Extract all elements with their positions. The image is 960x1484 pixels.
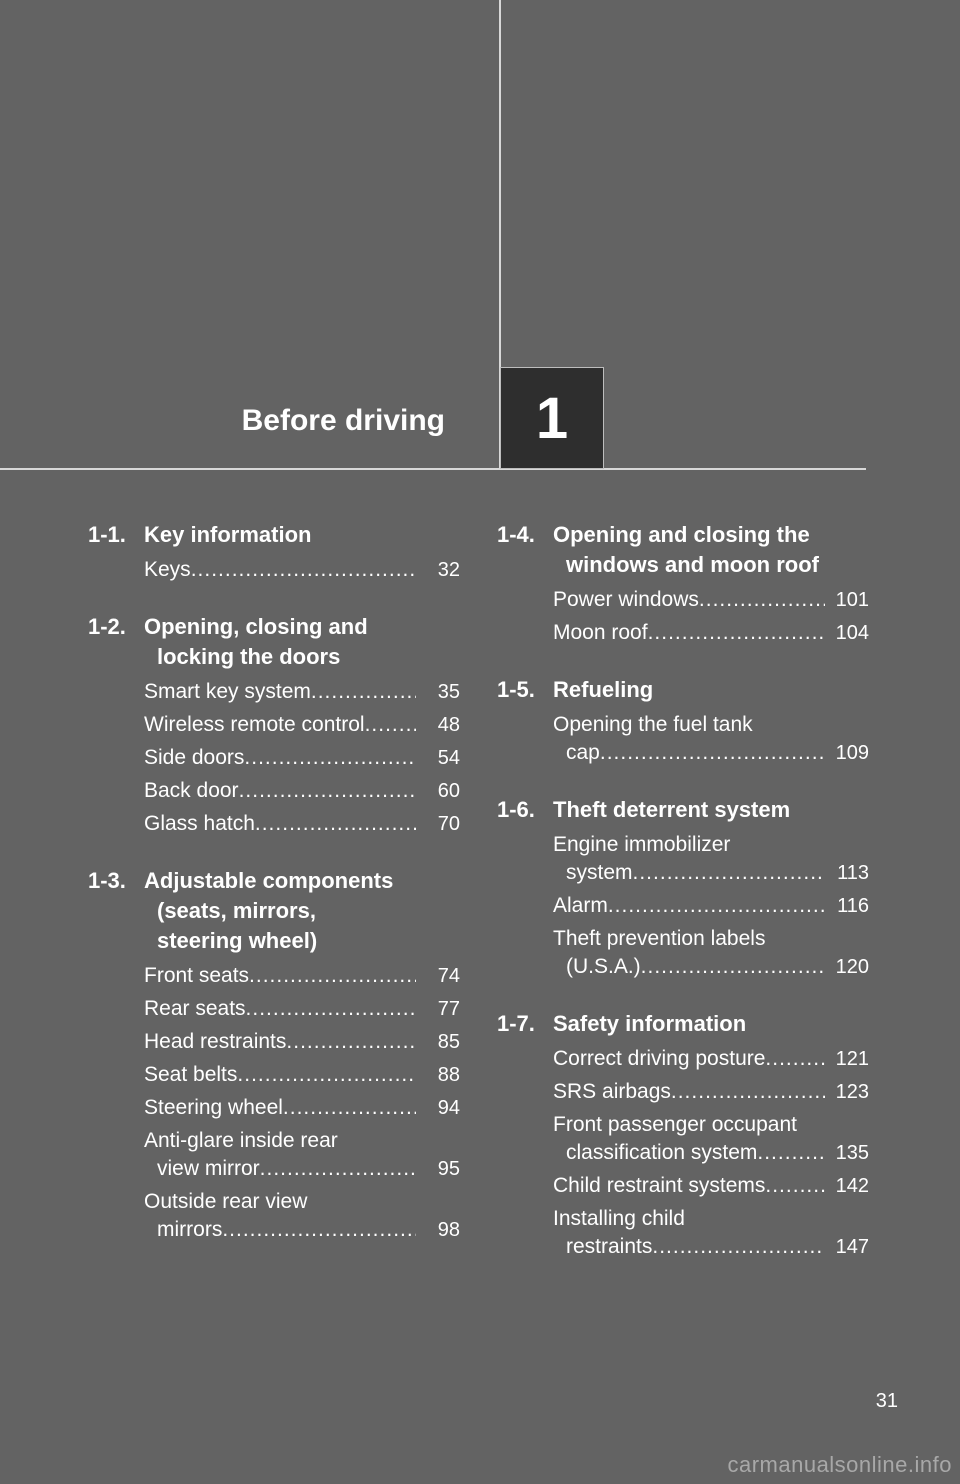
entry-text [553,925,825,981]
entry-title-line: Theft prevention labels [553,927,766,950]
entry-text [553,586,825,614]
entry-title-line: Wireless remote control [144,713,365,736]
entry-leader-row [553,1233,825,1261]
entry-title-line: restraints [566,1235,653,1258]
entry-title-line: Engine immobilizer [553,833,731,856]
dot-leader [699,586,825,614]
toc-entry-link[interactable] [144,678,460,706]
section-title [553,795,869,825]
entry-title-line: view mirror [157,1157,260,1180]
entry-text [553,1078,825,1106]
dot-leader [365,711,416,739]
toc-entry-link[interactable] [144,1127,460,1183]
entry-title-line: cap [566,741,600,764]
entry-title-line: SRS airbags [553,1080,671,1103]
toc-entry-link[interactable] [553,1172,869,1200]
entry-title-line: (U.S.A.) [566,955,641,978]
entry-title-line: Glass hatch [144,812,255,835]
entry-title-line: Side doors [144,746,245,769]
entry-leader-row [553,953,825,981]
dot-leader [191,556,416,584]
toc-entry-link[interactable] [553,1045,869,1073]
entry-leader-row [553,1139,825,1167]
entry-page-number: 121 [835,1048,869,1070]
dot-leader [757,1139,825,1167]
toc-entry-link[interactable] [144,711,460,739]
entry-text [553,1205,825,1261]
dot-leader [249,962,416,990]
entry-leader-row [553,619,825,647]
toc-entry-link[interactable] [553,586,869,614]
entry-title-line: Outside rear view [144,1190,308,1213]
entry-title-line: Moon roof [553,621,648,644]
toc-entry-link[interactable] [553,619,869,647]
entry-page-number: 77 [437,998,460,1020]
entry-title-line: Back door [144,779,239,802]
entry-text [144,1127,416,1183]
entry-title-line: Anti-glare inside rear [144,1129,338,1152]
chapter-number-box [500,367,604,469]
entry-title-line: Seat belts [144,1063,238,1086]
entry-page-number: 109 [835,742,869,764]
entry-page-number: 74 [437,965,460,987]
toc-entry-link[interactable] [144,810,460,838]
entry-page-number: 32 [437,559,460,581]
entry-title-line: Rear seats [144,997,246,1020]
dot-leader [600,739,825,767]
section-entries [88,556,460,584]
entry-text [553,1111,825,1167]
entry-page-number: 104 [835,622,869,644]
entry-text [144,678,416,706]
section-title [144,866,460,956]
toc-entry-link[interactable] [553,1078,869,1106]
entry-page-number: 101 [835,589,869,611]
dot-leader [641,953,825,981]
toc-entry-link[interactable] [144,1028,460,1056]
toc-entry-link[interactable] [553,831,869,887]
entry-page-number: 70 [437,813,460,835]
dot-leader [283,1094,416,1122]
entry-text [144,556,416,584]
dot-leader [286,1028,416,1056]
section-number: 1-4. [497,522,535,547]
dot-leader [246,995,416,1023]
entry-page-number: 88 [437,1064,460,1086]
dot-leader [652,1233,825,1261]
toc-entry-link[interactable] [144,962,460,990]
section-heading [497,1009,869,1039]
toc-right-column [497,520,869,1289]
entry-leader-row [144,1094,416,1122]
dot-leader [608,892,825,920]
entry-page-number: 94 [437,1097,460,1119]
entry-title-line: Installing child [553,1207,685,1230]
section-entries [497,711,869,767]
section-heading [88,612,460,672]
entry-title-line: Front passenger occupant [553,1113,797,1136]
section-entries [88,678,460,838]
entry-leader-row [144,678,416,706]
entry-text [144,711,416,739]
entry-text [553,711,825,767]
entry-leader-row [553,1172,825,1200]
entry-page-number: 95 [437,1158,460,1180]
entry-text [144,995,416,1023]
entry-page-number: 135 [835,1142,869,1164]
entry-page-number: 98 [437,1219,460,1241]
entry-title-line: Smart key system [144,680,311,703]
entry-title-line: mirrors [157,1218,223,1241]
entry-text [553,1172,825,1200]
entry-page-number: 35 [437,681,460,703]
section-number: 1-2. [88,614,126,639]
section-title [553,1009,869,1039]
section-title-line: (seats, mirrors, [157,898,316,923]
section-heading [497,675,869,705]
section-title-line: Refueling [553,677,654,702]
dot-leader [260,1155,416,1183]
entry-text [144,962,416,990]
entry-text [144,777,416,805]
entry-title-line: Steering wheel [144,1096,283,1119]
section-title [144,520,460,550]
toc-entry-link[interactable] [144,1061,460,1089]
toc-entry-link[interactable] [553,925,869,981]
toc-entry-link[interactable] [144,995,460,1023]
toc-entry-link[interactable] [144,556,460,584]
entry-title-line: Power windows [553,588,699,611]
entry-leader-row [144,962,416,990]
dot-leader [237,1061,416,1089]
section-entries [497,1045,869,1261]
entry-page-number: 85 [437,1031,460,1053]
section-title-line: Opening and closing the [553,522,810,547]
entry-leader-row [144,744,416,772]
toc-section [88,612,460,838]
watermark: carmanualsonline.info [727,1452,952,1477]
entry-leader-row [553,586,825,614]
toc-section [88,520,460,584]
entry-page-number: 54 [437,747,460,769]
toc-section [497,1009,869,1261]
entry-title-line: Keys [144,558,191,581]
header-horizontal-rule [0,468,866,470]
dot-leader [633,859,825,887]
entry-title-line: Child restraint systems [553,1174,766,1197]
section-title-line: Adjustable components [144,868,394,893]
dot-leader [648,619,825,647]
dot-leader [765,1172,825,1200]
section-heading [497,520,869,580]
toc-section [497,675,869,767]
entry-text [144,1061,416,1089]
entry-text [553,892,825,920]
section-title-line: locking the doors [157,644,341,669]
entry-title-line: Alarm [553,894,608,917]
toc-entry-link[interactable] [553,711,869,767]
toc-entry-link[interactable] [144,777,460,805]
entry-page-number: 142 [835,1175,869,1197]
entry-title-line: Opening the fuel tank [553,713,753,736]
entry-title-line: system [566,861,633,884]
toc-left-column [88,520,460,1272]
entry-text [144,1028,416,1056]
entry-leader-row [553,739,825,767]
toc-section [497,795,869,981]
entry-leader-row [553,1078,825,1106]
entry-title-line: classification system [566,1141,758,1164]
dot-leader [222,1216,416,1244]
entry-page-number: 116 [837,895,869,917]
toc-section [88,866,460,1244]
entry-text [553,831,825,887]
section-number: 1-6. [497,797,535,822]
section-number: 1-7. [497,1011,535,1036]
dot-leader [255,810,416,838]
toc-entry-link[interactable] [144,744,460,772]
entry-title-line: Front seats [144,964,250,987]
entry-leader-row [144,556,416,584]
entry-leader-row [553,1045,825,1073]
entry-leader-row [144,1028,416,1056]
entry-page-number: 48 [437,714,460,736]
entry-leader-row [144,711,416,739]
toc-entry-link[interactable] [144,1188,460,1244]
entry-title-line: Correct driving posture [553,1047,766,1070]
section-heading [497,795,869,825]
chapter-number: 1 [535,385,569,451]
entry-leader-row [144,995,416,1023]
section-title [144,612,460,672]
entry-leader-row [144,1155,416,1183]
dot-leader [765,1045,825,1073]
entry-text [144,744,416,772]
entry-page-number: 147 [835,1236,869,1258]
page-number: 31 [875,1390,898,1412]
entry-leader-row [144,810,416,838]
section-title [553,675,869,705]
toc-entry-link[interactable] [144,1094,460,1122]
section-number: 1-1. [88,522,126,547]
toc-entry-link[interactable] [553,1205,869,1261]
dot-leader [311,678,416,706]
entry-text [553,1045,825,1073]
entry-leader-row [144,1061,416,1089]
entry-text [144,810,416,838]
entry-leader-row [144,777,416,805]
toc-section [497,520,869,647]
chapter-title: Before driving [241,404,445,437]
entry-leader-row [553,859,825,887]
entry-text [144,1094,416,1122]
section-title-line: Safety information [553,1011,747,1036]
toc-entry-link[interactable] [553,1111,869,1167]
section-heading [88,520,460,550]
entry-page-number: 60 [437,780,460,802]
section-title-line: windows and moon roof [566,552,819,577]
dot-leader [671,1078,825,1106]
section-title [553,520,869,580]
section-entries [497,586,869,647]
entry-text [553,619,825,647]
entry-page-number: 120 [835,956,869,978]
section-entries [497,831,869,981]
section-title-line: Theft deterrent system [553,797,791,822]
section-title-line: steering wheel) [157,928,318,953]
entry-title-line: Head restraints [144,1030,287,1053]
section-heading [88,866,460,956]
section-number: 1-3. [88,868,126,893]
entry-leader-row [553,892,825,920]
dot-leader [239,777,416,805]
section-number: 1-5. [497,677,535,702]
entry-page-number: 113 [837,862,869,884]
toc-entry-link[interactable] [553,892,869,920]
dot-leader [244,744,416,772]
section-entries [88,962,460,1244]
entry-page-number: 123 [835,1081,869,1103]
entry-text [144,1188,416,1244]
section-title-line: Opening, closing and [144,614,368,639]
section-title-line: Key information [144,522,312,547]
entry-leader-row [144,1216,416,1244]
